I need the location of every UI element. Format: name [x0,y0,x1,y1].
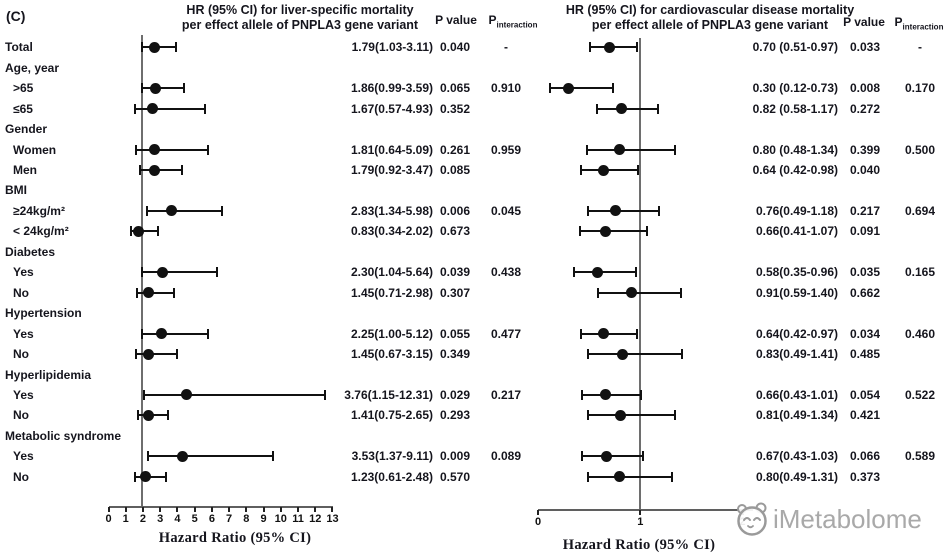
ci-cap-high [674,145,676,155]
ci-line [588,414,675,416]
ci-cap-high [181,165,183,175]
ci-cap-high [216,267,218,277]
hr-ci-text: 0.80(0.49-1.31) [755,469,838,484]
p-value: 0.040 [439,40,471,55]
right-p-interaction-sub: interaction [902,22,944,32]
ci-cap-low [143,390,145,400]
ci-cap-high [167,410,169,420]
ci-line [597,108,657,110]
p-value: 0.349 [439,347,471,362]
ci-cap-low [587,472,589,482]
right-panel-title [566,3,854,33]
hr-point [600,389,611,400]
hr-ci-text: 0.58(0.35-0.96) [755,265,838,280]
p-value: 0.065 [439,81,471,96]
ci-line [588,353,682,355]
ci-cap-high [657,104,659,114]
p-interaction-value: 0.589 [904,449,936,464]
hr-point [614,144,625,155]
hr-ci-text: 0.66(0.43-1.01) [755,387,838,402]
p-value: 0.091 [849,224,881,239]
x-axis-tick-label: 7 [226,513,233,525]
ci-cap-high [640,390,642,400]
x-axis-tick-label: 1 [122,513,129,525]
ci-cap-low [549,83,551,93]
ci-cap-low [137,410,139,420]
x-axis-tick-label: 8 [243,513,250,525]
hr-point [614,471,625,482]
ci-cap-low [134,472,136,482]
hr-point [149,144,160,155]
ci-line [580,230,648,232]
ci-cap-low [580,329,582,339]
hr-ci-text: 0.67(0.43-1.03) [755,449,838,464]
watermark [733,500,922,538]
ci-cap-high [157,226,159,236]
ci-cap-low [587,410,589,420]
hr-point [157,267,168,278]
hr-point [143,349,154,360]
hr-ci-text: 0.64(0.42-0.97) [755,326,838,341]
ci-cap-high [272,451,274,461]
ci-line [140,169,181,171]
row-label: No [13,347,29,362]
hr-point [615,410,626,421]
ci-cap-high [674,410,676,420]
ci-cap-high [165,472,167,482]
x-axis-tick-label: 13 [326,513,339,525]
ci-line [582,394,641,396]
hr-ci-text: 3.53(1.37-9.11) [351,449,433,464]
ci-line [582,455,643,457]
p-interaction-value: 0.959 [490,142,522,157]
row-label: Men [13,163,37,177]
x-axis-tick [263,507,265,512]
row-group-label: Gender [5,122,48,137]
p-interaction-value: - [918,40,922,55]
panel-label: (C) [6,8,26,24]
ci-cap-high [680,288,682,298]
hr-ci-text: 0.81(0.49-1.34) [755,408,838,423]
x-axis-tick-label: 0 [105,513,112,525]
ci-cap-high [671,472,673,482]
hr-point [150,83,161,94]
p-interaction-value: 0.438 [490,265,522,280]
hr-point [592,267,603,278]
p-value: 0.293 [439,408,471,423]
p-value: 0.009 [439,449,471,464]
hr-ci-text: 0.91(0.59-1.40) [755,285,838,300]
p-interaction-value: 0.089 [490,449,522,464]
p-value: 0.006 [439,203,471,218]
hr-point [616,103,627,114]
x-axis-tick [211,507,213,512]
ci-line [142,271,217,273]
row-label: Yes [13,326,34,341]
p-value: 0.040 [849,163,881,177]
ci-cap-low [134,104,136,114]
ci-cap-low [146,206,148,216]
x-axis-tick [280,507,282,512]
ci-cap-high [324,390,326,400]
ci-cap-high [637,165,639,175]
hr-point [140,471,151,482]
hr-point [610,205,621,216]
x-axis-tick [314,507,316,512]
hr-ci-text: 0.64 (0.42-0.98) [752,163,838,177]
p-value: 0.399 [849,142,881,157]
hr-ci-text: 0.70 (0.51-0.97) [752,40,838,55]
hr-point [143,410,154,421]
hr-ci-text: 0.30 (0.12-0.73) [752,81,838,96]
x-axis-tick [537,510,539,515]
ci-cap-high [173,288,175,298]
ci-cap-low [596,104,598,114]
ci-line [588,210,659,212]
cat-face-logo-icon [733,500,769,538]
ci-line [142,87,184,89]
x-axis-tick-label: 4 [174,513,181,525]
hr-ci-text: 0.66(0.41-1.07) [755,224,838,239]
p-interaction-value: 0.694 [904,203,936,218]
row-label: >65 [13,81,34,96]
x-axis-tick-label: 1 [637,516,644,528]
hr-ci-text: 1.81(0.64-5.09) [350,142,433,157]
hr-ci-text: 1.41(0.75-2.65) [350,408,433,423]
hr-ci-text: 2.25(1.00-5.12) [350,326,433,341]
right-panel-title-line1: HR (95% CI) for cardiovascular disease mortality [565,3,855,17]
hr-ci-text: 0.80 (0.48-1.34) [752,142,838,157]
hr-point [143,287,154,298]
p-interaction-value: - [504,40,508,55]
p-interaction-value: 0.460 [904,326,936,341]
x-axis-tick-label: 5 [191,513,198,525]
hr-ci-text: 1.79(1.03-3.11) [351,40,433,55]
ci-cap-high [635,267,637,277]
hr-point [133,226,144,237]
p-value: 0.373 [849,469,881,484]
ci-line [598,292,681,294]
x-axis-tick [297,507,299,512]
ci-cap-high [636,42,638,52]
row-group-label: Metabolic syndrome [5,428,122,443]
left-panel-title-line2: per effect allele of PNPLA3 gene variant [181,18,419,32]
p-value: 0.261 [439,142,471,157]
row-label: No [13,285,29,300]
right-p-interaction-main: P [894,15,903,29]
row-label: Yes [13,387,34,402]
row-label: Yes [13,265,34,280]
ci-cap-high [207,329,209,339]
x-axis [538,509,753,511]
ci-cap-high [612,83,614,93]
row-label: No [13,408,29,423]
p-value: 0.033 [849,40,881,55]
ci-cap-low [581,451,583,461]
ci-cap-high [646,226,648,236]
hr-point [156,328,167,339]
row-label: Total [5,40,33,55]
ci-cap-low [141,83,143,93]
ci-line [588,476,672,478]
p-value: 0.217 [849,203,881,218]
p-value: 0.066 [849,449,881,464]
ci-line [144,394,325,396]
ci-cap-low [141,267,143,277]
row-label: No [13,469,29,484]
hr-ci-text: 1.79(0.92-3.47) [350,163,433,177]
ci-cap-high [642,451,644,461]
x-axis-tick [125,507,127,512]
hr-point [149,165,160,176]
right-p-value-header: P value [843,15,885,29]
hr-ci-text: 0.82 (0.58-1.17) [752,101,838,116]
ci-line [581,169,638,171]
left-p-interaction-header [489,13,538,29]
hr-ci-text: 1.86(0.99-3.59) [350,81,433,96]
ci-cap-high [204,104,206,114]
ci-cap-low [135,349,137,359]
ci-cap-high [175,42,177,52]
x-axis-tick-label: 3 [157,513,164,525]
p-value: 0.029 [439,387,471,402]
x-axis-tick [194,507,196,512]
ci-cap-low [136,288,138,298]
right-x-axis-label: Hazard Ratio (95% CI) [562,537,716,553]
ci-line [136,353,176,355]
p-value: 0.673 [439,224,471,239]
hr-point [626,287,637,298]
hr-point [604,42,615,53]
row-label: ≤65 [13,101,33,116]
x-axis-tick [228,507,230,512]
ci-line [147,210,222,212]
ci-line [135,108,206,110]
hr-ci-text: 0.83(0.49-1.41) [755,347,838,362]
hr-ci-text: 2.30(1.04-5.64) [350,265,433,280]
left-p-value-header: P value [435,13,477,27]
x-axis-tick-label: 9 [260,513,267,525]
hr-point [181,389,192,400]
right-panel-title-line2: per effect allele of PNPLA3 gene variant [591,18,829,32]
ci-cap-low [139,165,141,175]
ci-cap-low [581,390,583,400]
hr-ci-text: 0.83(0.34-2.02) [350,224,433,239]
ci-cap-low [589,42,591,52]
hr-ci-text: 2.83(1.34-5.98) [350,203,433,218]
p-value: 0.035 [849,265,881,280]
ci-cap-high [207,145,209,155]
p-value: 0.570 [439,469,471,484]
p-value: 0.421 [849,408,881,423]
x-axis-tick [245,507,247,512]
hr-point [598,165,609,176]
p-value: 0.039 [439,265,471,280]
p-value: 0.485 [849,347,881,362]
ci-line [142,333,209,335]
row-group-label: Age, year [5,60,60,75]
p-interaction-value: 0.910 [490,81,522,96]
ci-line [581,333,637,335]
left-p-interaction-main: P [488,13,497,27]
hr-ci-text: 1.67(0.57-4.93) [350,101,433,116]
hr-point [177,451,188,462]
x-axis-tick-label: 11 [292,513,304,525]
hr-point [600,226,611,237]
left-p-interaction-sub: interaction [496,20,538,30]
ci-cap-low [597,288,599,298]
row-label: Yes [13,449,34,464]
ci-cap-low [141,42,143,52]
x-axis-tick [142,507,144,512]
x-axis-tick-label: 0 [534,516,542,528]
p-interaction-value: 0.045 [490,203,522,218]
p-value: 0.054 [849,387,881,402]
hr-point [147,103,158,114]
p-interaction-value: 0.477 [490,326,522,341]
ci-cap-low [587,206,589,216]
row-group-label: BMI [5,183,27,198]
ci-cap-low [587,349,589,359]
left-panel-title-line1: HR (95% CI) for liver-specific mortality [186,3,414,17]
p-interaction-value: 0.165 [904,265,936,280]
p-value: 0.034 [849,326,881,341]
ci-cap-high [636,329,638,339]
ci-line [550,87,612,89]
p-value: 0.307 [439,285,471,300]
row-label: ≥24kg/m² [13,203,65,218]
hr-ci-text: 3.76(1.15-12.31) [344,387,433,402]
hr-point [149,42,160,53]
p-value: 0.352 [439,101,471,116]
x-axis-tick-label: 2 [139,513,147,525]
ci-line [574,271,636,273]
x-axis-tick [639,510,641,515]
p-interaction-value: 0.522 [904,387,936,402]
ci-cap-low [130,226,132,236]
hr-ci-text: 1.23(0.61-2.48) [350,469,433,484]
hr-point [598,328,609,339]
x-axis-tick-label: 12 [309,513,322,525]
hr-ci-text: 0.76(0.49-1.18) [755,203,838,218]
ci-cap-low [147,451,149,461]
p-value: 0.085 [439,163,471,177]
ci-cap-high [221,206,223,216]
right-p-interaction-header [895,15,944,31]
hr-point [617,349,628,360]
ci-cap-high [658,206,660,216]
p-value: 0.008 [849,81,881,96]
hr-ci-text: 1.45(0.67-3.15) [350,347,433,362]
ci-cap-low [573,267,575,277]
row-label: < 24kg/m² [13,224,69,239]
left-panel-title [182,3,418,33]
ci-line [136,149,208,151]
p-value: 0.055 [439,326,471,341]
hr-point [166,205,177,216]
row-group-label: Hyperlipidemia [5,367,92,382]
x-axis-tick [331,507,333,512]
ci-cap-low [580,165,582,175]
hr-ci-text: 1.45(0.71-2.98) [350,285,433,300]
p-interaction-value: 0.217 [490,387,522,402]
hr-point [563,83,574,94]
x-axis-tick [159,507,161,512]
p-value: 0.662 [849,285,881,300]
x-axis-tick [108,507,110,512]
ci-cap-high [183,83,185,93]
ci-line [148,455,273,457]
ci-cap-low [135,145,137,155]
ci-cap-low [141,329,143,339]
left-x-axis-label: Hazard Ratio (95% CI) [158,530,312,546]
p-interaction-value: 0.170 [904,81,936,96]
x-axis-tick-label: 6 [208,513,215,525]
row-group-label: Hypertension [5,306,82,321]
x-axis-tick [176,507,178,512]
hr-point [601,451,612,462]
ci-line [587,149,675,151]
ci-cap-high [176,349,178,359]
p-value: 0.272 [849,101,881,116]
ci-cap-low [579,226,581,236]
ci-cap-high [681,349,683,359]
row-label: Women [13,142,57,157]
x-axis-tick-label: 10 [274,513,287,525]
watermark-text: iMetabolome [773,503,922,534]
ci-cap-low [586,145,588,155]
row-group-label: Diabetes [5,244,56,259]
p-interaction-value: 0.500 [904,142,936,157]
